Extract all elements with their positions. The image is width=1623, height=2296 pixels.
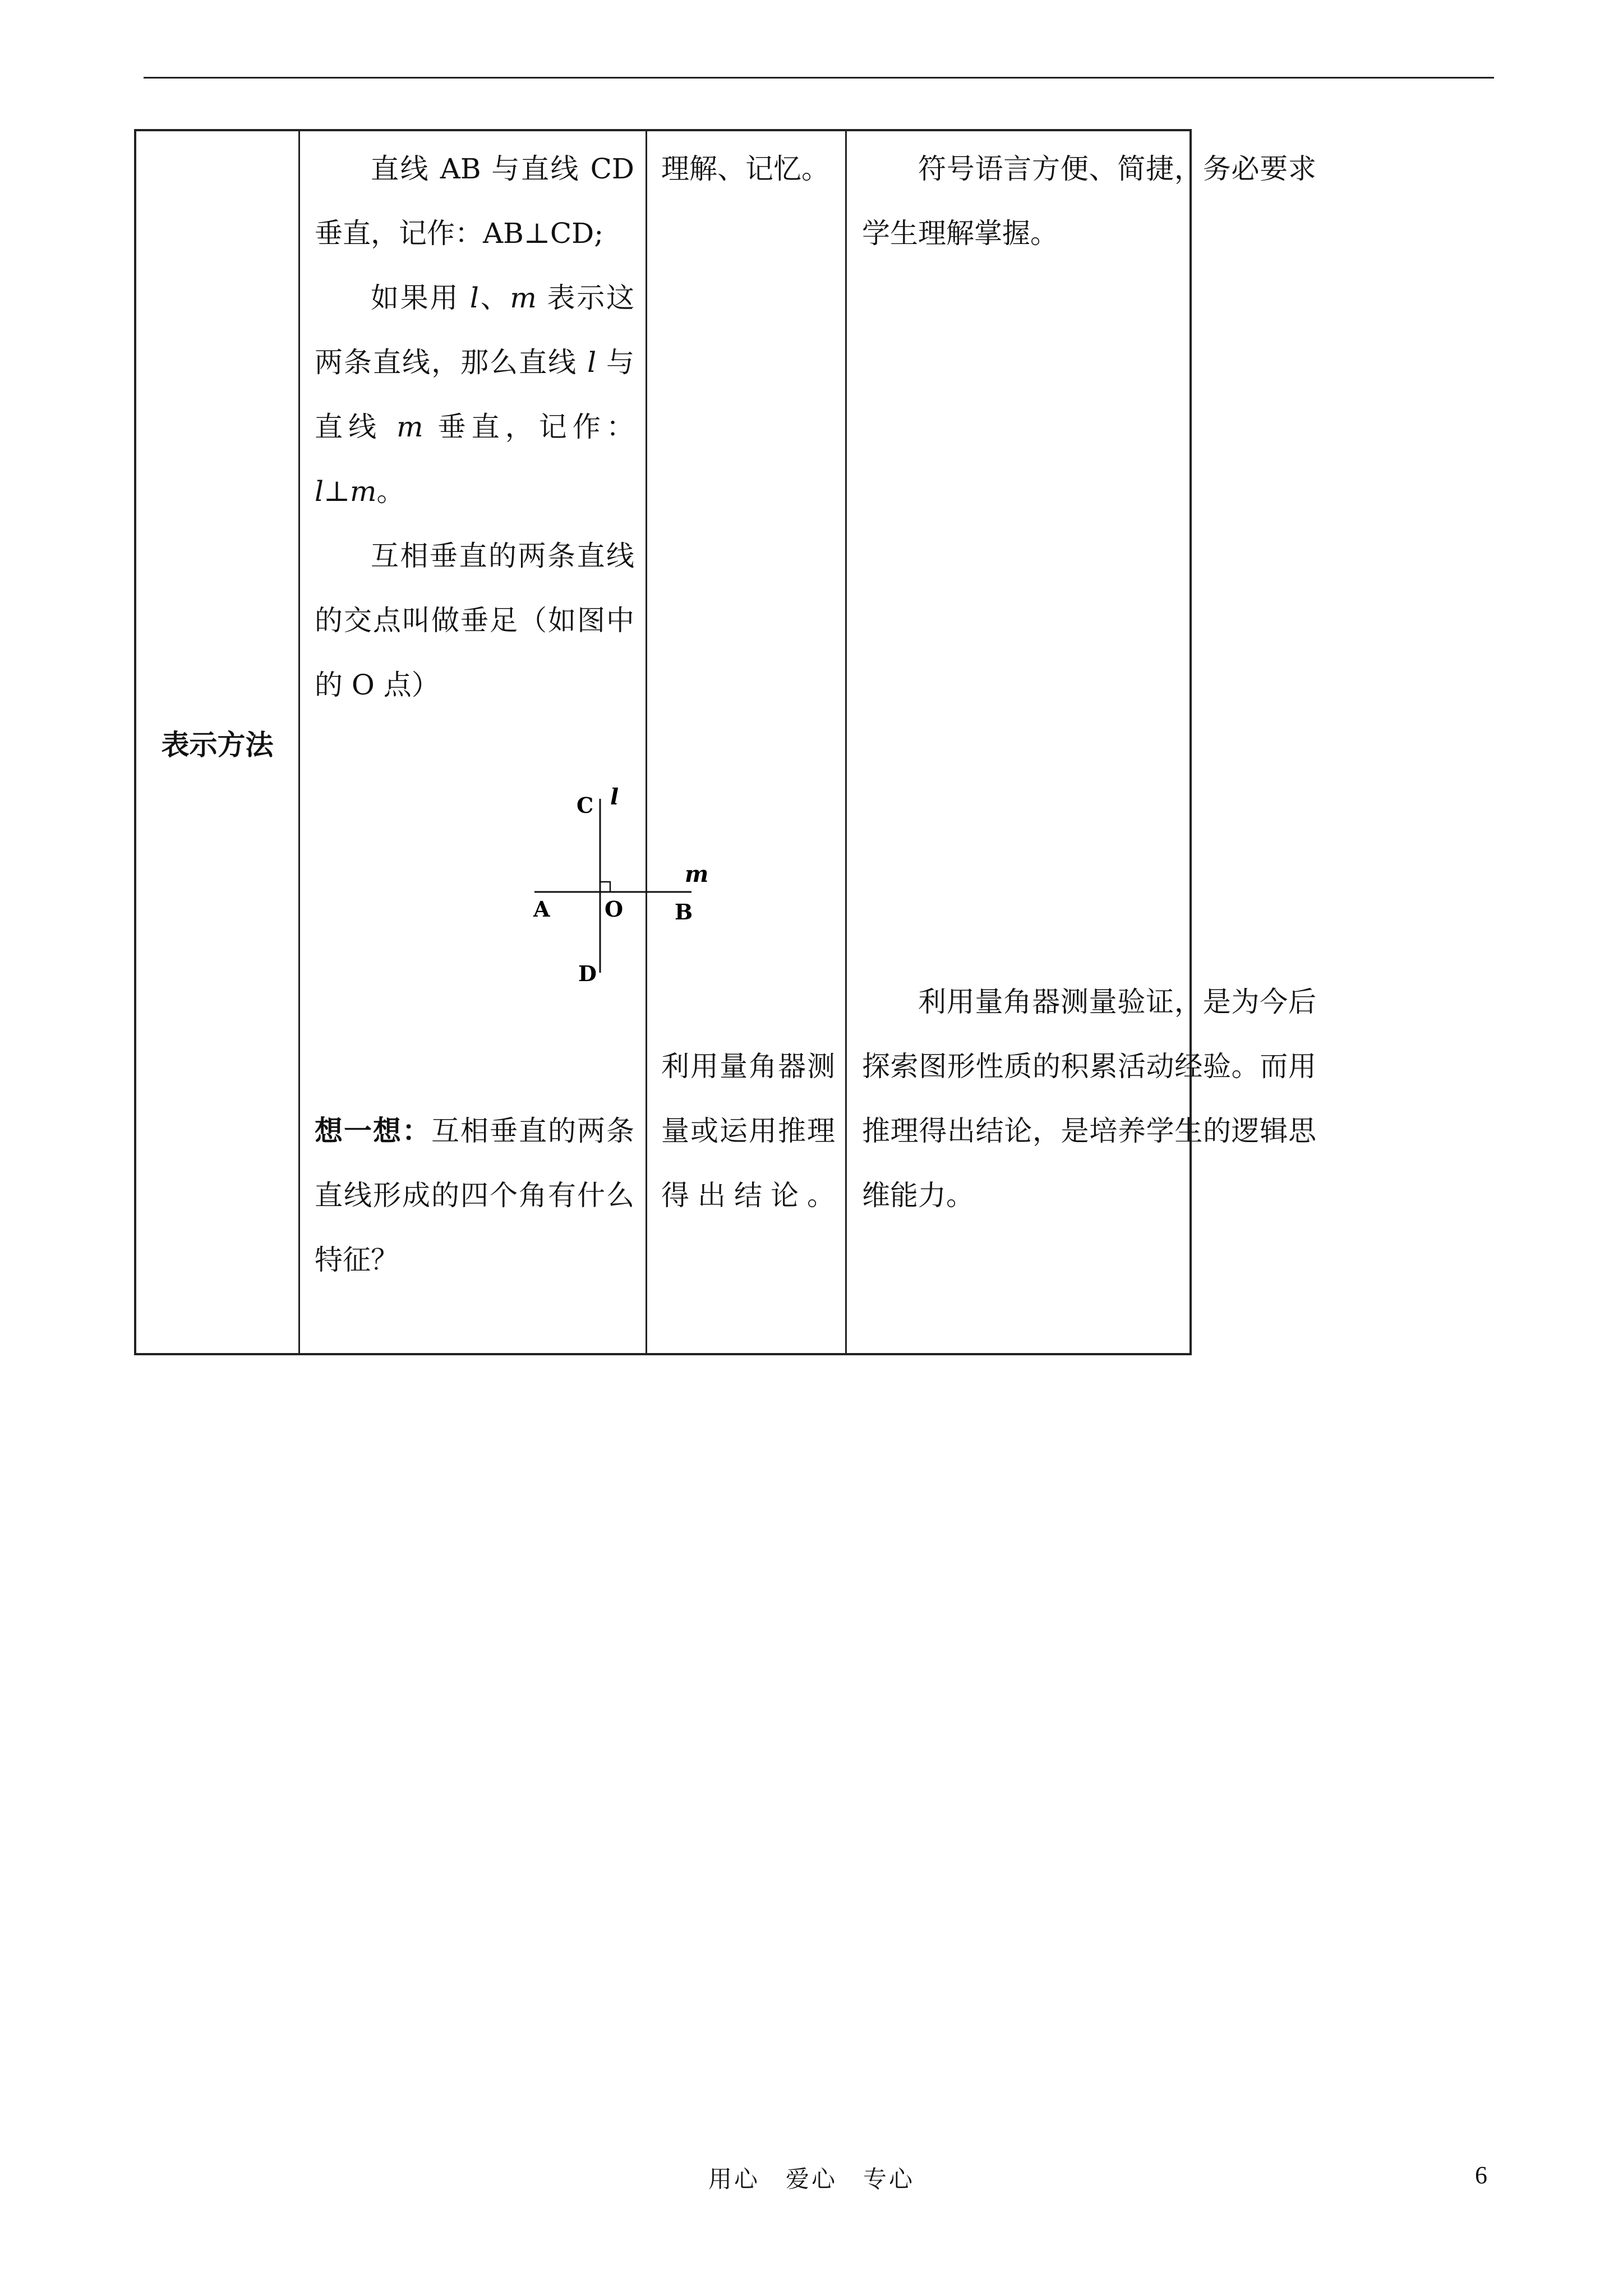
column-divider xyxy=(645,131,647,1353)
think-text: 互相垂直的两条直线形成的四个角有什么特征？ xyxy=(315,1115,634,1276)
activity-text-lower: 利用量角器测量或运用推理得出结论。 xyxy=(661,1050,835,1212)
variable-notation-text: 如果用 l、m 表示这两条直线，那么直线 l 与直线 m 垂直，记作：l⊥m。 xyxy=(315,282,634,508)
content-cell-lower xyxy=(315,1099,634,1292)
row-label: 表示方法 xyxy=(161,729,274,761)
footer-motto: 用心 爱心 专心 xyxy=(708,2165,915,2193)
page-number: 6 xyxy=(1475,2161,1487,2189)
header-rule xyxy=(144,77,1494,79)
intent-cell-lower xyxy=(862,970,1316,1228)
intent-cell-upper xyxy=(862,137,1316,266)
activity-cell-upper xyxy=(661,137,835,201)
intent-text-upper: 符号语言方便、简捷，务必要求学生理解掌握。 xyxy=(862,153,1316,250)
think-question xyxy=(315,1099,634,1292)
activity-text-upper: 理解、记忆。 xyxy=(661,153,829,185)
line-l-label: l xyxy=(610,788,619,810)
point-c-label: C xyxy=(577,793,594,818)
column-divider xyxy=(298,131,300,1353)
foot-of-perpendicular-text: 互相垂直的两条直线的交点叫做垂足（如图中的 O 点） xyxy=(315,540,634,701)
content-cell-upper xyxy=(315,137,634,717)
point-o-label: O xyxy=(605,896,624,922)
think-label: 想一想： xyxy=(315,1115,431,1147)
activity-cell-lower xyxy=(661,1034,835,1228)
lesson-table xyxy=(134,129,1316,1355)
right-angle-mark xyxy=(600,882,610,892)
point-d-label: D xyxy=(578,961,597,986)
intent-text-lower: 利用量角器测量验证，是为今后探索图形性质的积累活动经验。而用推理得出结论，是培养学生的逻辑思维能力。 xyxy=(862,986,1316,1212)
point-a-label: A xyxy=(533,896,550,922)
perpendicular-notation-text: 直线 AB 与直线 CD 垂直，记作：AB⊥CD; xyxy=(315,153,634,250)
line-m-label: m xyxy=(685,861,709,887)
column-divider xyxy=(845,131,847,1353)
perpendicular-lines-figure xyxy=(495,788,720,1001)
point-b-label: B xyxy=(675,899,693,924)
